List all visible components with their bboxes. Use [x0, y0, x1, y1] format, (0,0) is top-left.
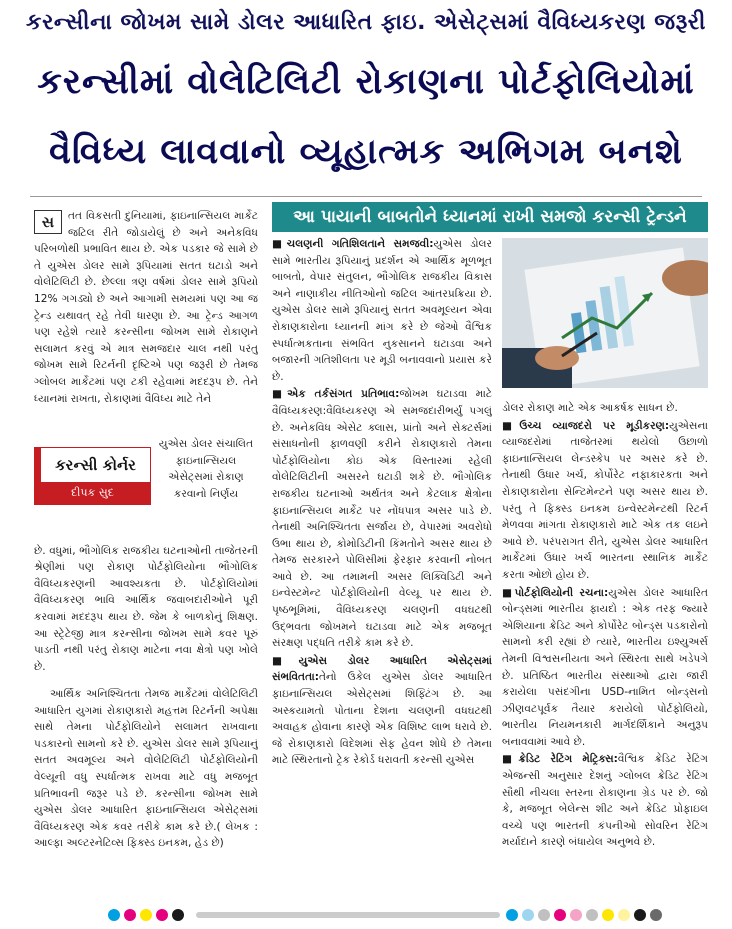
cyan-dot [506, 909, 518, 921]
section-banner: આ પાયાની બાબતોને ધ્યાનમાં રાખી સમજો કરન્સી ટ્રેન્ડને [272, 202, 708, 232]
column1-intro-text: તત વિકસતી દુનિયામાં, ફાઇનાન્સિયલ માર્કેટ જટિલ રીતે જોડાયેલું છે અને અનેકવિધ પરિબળોથી પ્રભાવિત થાય છે. એક પડકાર જે સામે છે તે યુએસ ડોલર સામે રૂપિયામાં સતત ઘટાડો અને વોલેટિલિટી છે. છેલ્લા ત્રણ વર્ષમાં ડોલર સામે રૂપિયો 12% ગગડ્યો છે અને આગામી સમયમાં પણ આ જ ટ્રેન્ડ યથાવત્ રહે તેવી ધારણા છે. આ ટ્રેન્ડ આગળ પણ રહેશે ત્યારે કરન્સીના જોખમ સામે રોકાણને સલામત કરવું એ માત્ર સમજદાર ચાલ નથી પરંતુ જોખમ સામે રિટર્નની દૃષ્ટિએ પણ જરૂરી છે તેમજ ગ્લોબલ માર્કેટમાં પણ ટકી રહેવામાં મદદરૂપ છે. તેને ધ્યાનમાં રાખતા, રોકાણમાં વૈવિધ્ય માટે તેને [34, 210, 258, 405]
column1-paragraph: છે. વધુમાં, ભૌગોલિક રાજકીય ઘટનાઓની તાજેતરની શ્રેણીમાં પણ રોકાણ પોર્ટફોલિયોના ભૌગોલિક વૈવિધ્યકરણની આવશ્યકતા છે. પોર્ટફોલિયોમાં વૈવિધ્યકરણ ભાવિ આર્થિક જવાબદારીઓને પૂરી કરવામાં મદદરૂપ થાય છે. જેમ કે બાળકોનું શિક્ષણ. આ સ્ટ્રેટેજી માત્ર કરન્સીના જોખમ સામે કવર પૂરું પાડતી નથી પરંતુ રોકાણ માટેના નવા ક્ષેત્રો પણ ખોલે છે. [34, 544, 258, 673]
dropcap: સ [34, 210, 62, 234]
column2-item: ■યુએસ ડોલર આધારિત એસેટ્સમાં સંભવિતતા:તેનો ઉકેલ યુએસ ડોલર આધારિત ફાઇનાન્સિયલ એસેટ્સમાં શિફ્ટિંગ છે. આ અસ્કયામતો પોતાના દેશના ચલણની વધઘટથી અવાહક હોવાના કારણે એક વિશિષ્ટ લાભ ધરાવે છે. જે રોકાણકારો વિદેશમાં સેફ હેવન શોધે છે તેમના માટે સ્થિરતાનો ટ્રેક રેકોર્ડ ધરાવતી કરન્સી યુએસ [272, 654, 492, 767]
photo-illustration [502, 238, 708, 388]
column2-item: ■એક તર્કસંગત પ્રતિભાવ:જોખમ ઘટાડવા માટે વૈવિધ્યકરણ:વૈવિધ્યકરણ એ સમજદારીભર્યું પગલું છે. અનેકવિધ એસેટ ક્લાસ, પ્રાંતો અને સેક્ટર્સમાં સંસાધનોની ફાળવણી કરીને રોકાણકારો તેમના પોર્ટફોલિયોના કોઇ એક વિસ્તારમાં રહેલી વોલેટિલિટીની અસરને ઘટાડી શકે છે. ભૌગોલિક રાજકીય ઘટનાઓ અર્થતંત્ર અને કેટલાક ક્ષેત્રોના ફાઇનાન્સિયલ માર્કેટ પર નોંધપાત્ર અસર પાડે છે. તેનાથી અનિશ્ચિતતા સર્જાય છે, વેપારમાં અવરોધો ઉભા થાય છે, કોમોડિટીની કિંમતોને અસર થાય છે તેમજ સરકારને પોલિસીમાં ફેરફાર કરવાની નોબત આવે છે. આ તમામની અસર લિક્વિડિટી અને ઇન્વેસ્ટમેન્ટ પોર્ટફોલિયોની વેલ્યૂ પર થાય છે. પૃષ્ઠભૂમિમાં, વૈવિધ્યકરણ ચલણની વધઘટથી ઉદ્ભવતા જોખમને ઘટાડવા માટે એક મજબૂત સંરક્ષણ પદ્ધતિ તરીકે કામ કરે છે. [272, 388, 492, 650]
column1-paragraph: આર્થિક અનિશ્ચિતતા તેમજ માર્કેટમાં વોલેટિલિટી આધારિત યુગમાં રોકાણકારો મહત્તમ રિટર્નની અપેક્ષા સાથે તેમના પોર્ટફોલિયોને સલામત રાખવાના પડકારનો સામનો કરે છે. યુએસ ડોલર સામે રૂપિયાનું સતત અવમૂલ્ય અને વોલેટિલિટી પોર્ટફોલિયોની વેલ્યૂની વધુ સ્પર્ધાત્મક રાખવા માટે વધુ મજબૂત પ્રતિભાવની જરૂર પડે છે. કરન્સીના જોખમ સામે યુએસ ડોલર આધારિત ફાઇનાન્સિયલ એસેટ્સમાં વૈવિધ્યકરણ એક કવર તરીકે કામ કરે છે.( લેખક : આલ્ફા અલ્ટરનેટિવ્સ ફિક્સ્ડ ઇનકમ, હેડ છે) [34, 687, 258, 850]
gray-dot [538, 909, 550, 921]
yellow-dot [602, 909, 614, 921]
light-yellow-dot [618, 909, 630, 921]
column1-side-text: યુએસ ડોલર સંચાલિત ફાઇનાન્સિયલ એસેટ્સમાં રોકાણ કરવાનો નિર્ણય [158, 438, 254, 500]
gray-bar [196, 912, 500, 918]
column1-body [34, 532, 258, 877]
print-registration-strip [0, 905, 732, 925]
column1-intro [34, 208, 258, 438]
magenta-dot [124, 909, 136, 921]
column3-body [502, 400, 708, 873]
column3-item: ■ક્રેડિટ રેટિંગ મેટ્રિક્સ:વૈશ્વિક ક્રેડિટ રેટિંગ એજન્સી અનુસાર દેશનું ગ્લોબલ ક્રેડિટ રેટિંગ સૌથી નીચલા સ્તરના રોકાણના ગ્રેડ પર છે. જો કે, મજબૂત બેલેન્સ શીટ અને ક્રેડિટ પ્રોફાઇલ વચ્ચે પણ ભારતની કંપનીઓ સોવરિન રેટિંગ મર્યાદાને કારણે બંધાયેલ અનુભવે છે. [502, 753, 708, 849]
main-headline-line2: વૈવિધ્ય લાવવાનો વ્યૂહાત્મક અભિગમ બનશે [49, 132, 683, 172]
corner-title: કરન્સી કોર્નર [35, 448, 150, 482]
yellow-dot [140, 909, 152, 921]
business-chart-photo [502, 238, 708, 388]
column2-item: ■ચલણની ગતિશિલતાને સમજવી:યુએસ ડોલર સામે ભારતીય રૂપિયાનું પ્રદર્શન એ આર્થિક મૂળભૂત બાબતો, વેપાર સંતુલન, ભૌગોલિક રાજકીય વિકાસ અને નાણાકીય નીતિઓનો જટિલ આંતરપ્રક્રિયા છે. યુએસ ડોલર સામે રૂપિયાનું સતત અવમૂલ્યન એવા રોકાણકારોના ધ્યાનની માંગ કરે છે જેઓ વૈશ્વિક સ્પર્ધાત્મકતાના સંભવિત નુકસાનને ઘટાડવા અને બજારની ગતિશીલતા પર મૂડી બનાવવાનો પ્રયાસ કરે છે. [272, 238, 492, 383]
magenta-dot [554, 909, 566, 921]
main-headline-line1: કરન્સીમાં વોલેટિલિટી રોકાણના પોર્ટફોલિયોમાં [37, 62, 695, 102]
headline-divider [30, 196, 702, 197]
pink-dot [570, 909, 582, 921]
corner-author: દીપક સુદ [35, 482, 150, 504]
cyan-dot [108, 909, 120, 921]
column3-item: ડોલર રોકાણ માટે એક આકર્ષક સાધન છે. [502, 402, 678, 414]
column3-item: ■પોર્ટફોલિયોની રચના:યુએસ ડોલર આધારિત બોન્ડ્સમાં ભારતીય ફાયદો : એક તરફ જ્યારે એશિયાના ક્રેડિટ અને કોર્પોરેટ બોન્ડ્સ પડકારોનો સામનો કરી રહ્યાં છે ત્યારે, ભારતીય ઇશ્યુઅર્સ તેમની વિશ્વસનીયતા અને સ્થિરતા સાથે ખડેપગે છે. પ્રતિષ્ઠિત ભારતીય સંસ્થાઓ દ્વારા જારી કરાયેલા પસંદગીના USD-નામિત બોન્ડ્સનો ઝીણવટપૂર્વક તૈયાર કરાયેલો પોર્ટફોલિયો, ભારતીય નિયમનકારી માર્ગદર્શિકાને અનુરૂપ બનાવવામાં આવે છે. [502, 586, 708, 748]
black-dot [172, 909, 184, 921]
kicker-headline: કરન્સીના જોખમ સામે ડોલર આધારિત ફાઇ. એસેટ્સમાં વૈવિધ્યકરણ જરૂરી [26, 10, 706, 35]
currency-corner-box [34, 447, 151, 505]
gray-dot [586, 909, 598, 921]
dark-gray-dot [650, 909, 662, 921]
black-dot [634, 909, 646, 921]
magenta-dot [156, 909, 168, 921]
column2-body [272, 236, 492, 873]
light-cyan-dot [522, 909, 534, 921]
column3-item: ■ઉચ્ચ વ્યાજદરો પર મૂડીકરણ:યુએસના વ્યાજદરોમાં તાજેતરમાં થયેલો ઉછાળો ફાઇનાન્સિયલ લેન્ડસ્કેપ પર અસર કરે છે. તેનાથી ઉધાર ખર્ચ, કોર્પોરેટ નફાકારકતા અને રોકાણકારોના સેન્ટિમેન્ટને પણ અસર થાય છે. પરંતુ તે ફિક્સ્ડ ઇનકમ ઇન્વેસ્ટમેન્ટથી રિટર્ન મેળવવા માંગતા રોકાણકારો માટે એક તક લઇને આવે છે. પરંપરાગત રીતે, યુએસ ડોલર આધારિત માર્કેટમાં ઉધાર ખર્ચ ભારતના સ્થાનિક માર્કેટ કરતા ઓછો હોય છે. [502, 419, 708, 581]
